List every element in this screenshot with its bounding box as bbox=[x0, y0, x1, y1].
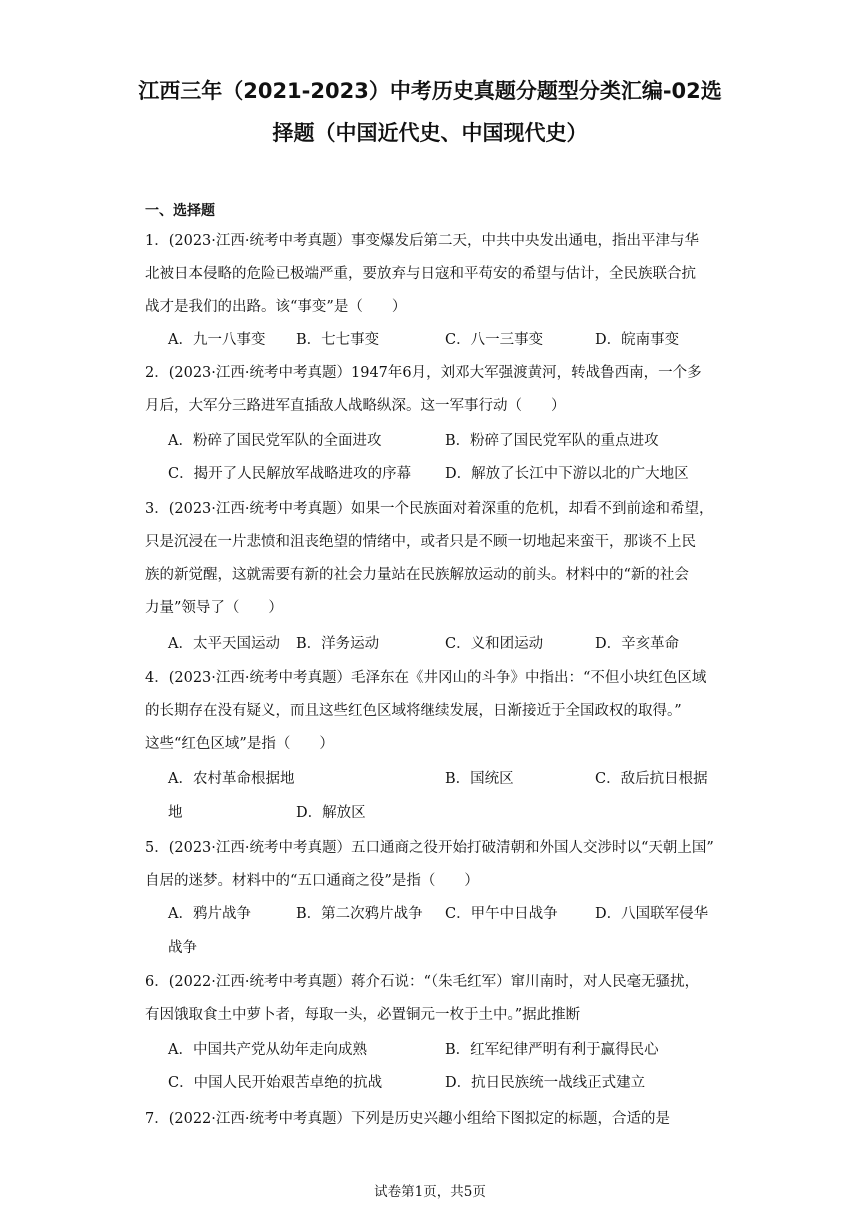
section-heading: 一、选择题 bbox=[145, 203, 215, 219]
question-2 bbox=[145, 357, 715, 423]
option-d[interactable]: D．皖南事变 bbox=[595, 332, 680, 348]
option-a[interactable]: A．农村革命根据地 bbox=[168, 771, 295, 787]
option-d[interactable]: D．八国联军侵华 bbox=[595, 906, 709, 922]
question-line: 战才是我们的出路。该“事变”是（ ） bbox=[145, 299, 407, 315]
option-a[interactable]: A．中国共产党从幼年走向成熟 bbox=[168, 1042, 367, 1058]
option-c[interactable]: C．八一三事变 bbox=[445, 332, 544, 348]
question-line: 3．(2023·江西·统考中考真题）如果一个民族面对着深重的危机，却看不到前途和希望， bbox=[145, 501, 714, 517]
question-line: 1．(2023·江西·统考中考真题）事变爆发后第二天，中共中央发出通电，指出平津与华 bbox=[145, 233, 699, 249]
question-line: 有因饿取食土中萝卜者，每取一头，必置铜元一枚于土中。”据此推断 bbox=[145, 1007, 581, 1023]
question-line: 北被日本侵略的危险已极端严重，要放弃与日寇和平苟安的希望与估计，全民族联合抗 bbox=[145, 266, 696, 282]
option-a[interactable]: A．太平天国运动 bbox=[168, 636, 280, 652]
option-d[interactable]: D．解放区 bbox=[296, 805, 366, 821]
option-a[interactable]: A．鸦片战争 bbox=[168, 906, 251, 922]
question-line: 5．(2023·江西·统考中考真题）五口通商之役开始打破清朝和外国人交涉时以“天朝上国” bbox=[145, 840, 714, 856]
option-b[interactable]: B．红军纪律严明有利于赢得民心 bbox=[445, 1042, 659, 1058]
question-line: 2．(2023·江西·统考中考真题）1947年6月，刘邓大军强渡黄河，转战鲁西南，一个多 bbox=[145, 365, 702, 381]
question-7 bbox=[145, 1103, 715, 1136]
option-a[interactable]: A．粉碎了国民党军队的全面进攻 bbox=[168, 433, 382, 449]
document-title-line1: 江西三年（2021-2023）中考历史真题分题型分类汇编-02选 bbox=[138, 79, 722, 103]
option-d[interactable]: D．解放了长江中下游以北的广大地区 bbox=[445, 466, 689, 482]
question-line: 月后，大军分三路进军直插敌人战略纵深。这一军事行动（ ） bbox=[145, 398, 566, 414]
question-1 bbox=[145, 225, 715, 324]
question-6 bbox=[145, 966, 715, 1032]
option-d-continued: 战争 bbox=[168, 940, 197, 956]
option-c[interactable]: C．义和团运动 bbox=[445, 636, 544, 652]
question-line: 6．(2022·江西·统考中考真题）蒋介石说：“（朱毛红军）窜川南时，对人民毫无骚扰， bbox=[145, 974, 700, 990]
option-b[interactable]: B．第二次鸦片战争 bbox=[296, 906, 423, 922]
option-b[interactable]: B．七七事变 bbox=[296, 332, 380, 348]
question-4 bbox=[145, 662, 715, 761]
option-b[interactable]: B．粉碎了国民党军队的重点进攻 bbox=[445, 433, 659, 449]
question-line: 的长期存在没有疑义，而且这些红色区域将继续发展，日渐接近于全国政权的取得。” bbox=[145, 703, 682, 719]
question-3 bbox=[145, 493, 715, 625]
question-5 bbox=[145, 832, 715, 898]
question-line: 这些“红色区域”是指（ ） bbox=[145, 736, 334, 752]
option-d[interactable]: D．抗日民族统一战线正式建立 bbox=[445, 1075, 646, 1091]
option-c[interactable]: C．揭开了人民解放军战略进攻的序幕 bbox=[168, 466, 412, 482]
option-d[interactable]: D．辛亥革命 bbox=[595, 636, 680, 652]
question-line: 族的新觉醒，这就需要有新的社会力量站在民族解放运动的前头。材料中的“新的社会 bbox=[145, 567, 689, 583]
option-b[interactable]: B．洋务运动 bbox=[296, 636, 380, 652]
question-line: 只是沉浸在一片悲愤和沮丧绝望的情绪中，或者只是不顾一切地起来蛮干，那谈不上民 bbox=[145, 534, 696, 550]
question-line: 力量”领导了（ ） bbox=[145, 600, 283, 616]
option-c[interactable]: C．敌后抗日根据 bbox=[595, 771, 708, 787]
option-c[interactable]: C．甲午中日战争 bbox=[445, 906, 558, 922]
question-line: 4．(2023·江西·统考中考真题）毛泽东在《井冈山的斗争》中指出：“不但小块红色区域 bbox=[145, 670, 707, 686]
option-a[interactable]: A．九一八事变 bbox=[168, 332, 266, 348]
option-c[interactable]: C．中国人民开始艰苦卓绝的抗战 bbox=[168, 1075, 383, 1091]
option-b[interactable]: B．国统区 bbox=[445, 771, 514, 787]
option-c-continued: 地 bbox=[168, 805, 183, 821]
question-line: 自居的迷梦。材料中的“五口通商之役”是指（ ） bbox=[145, 873, 479, 889]
question-line: 7．(2022·江西·统考中考真题）下列是历史兴趣小组给下图拟定的标题，合适的是 bbox=[145, 1111, 670, 1127]
page-footer: 试卷第1页，共5页 bbox=[374, 1184, 486, 1200]
document-title-line2: 择题（中国近代史、中国现代史） bbox=[272, 121, 588, 145]
